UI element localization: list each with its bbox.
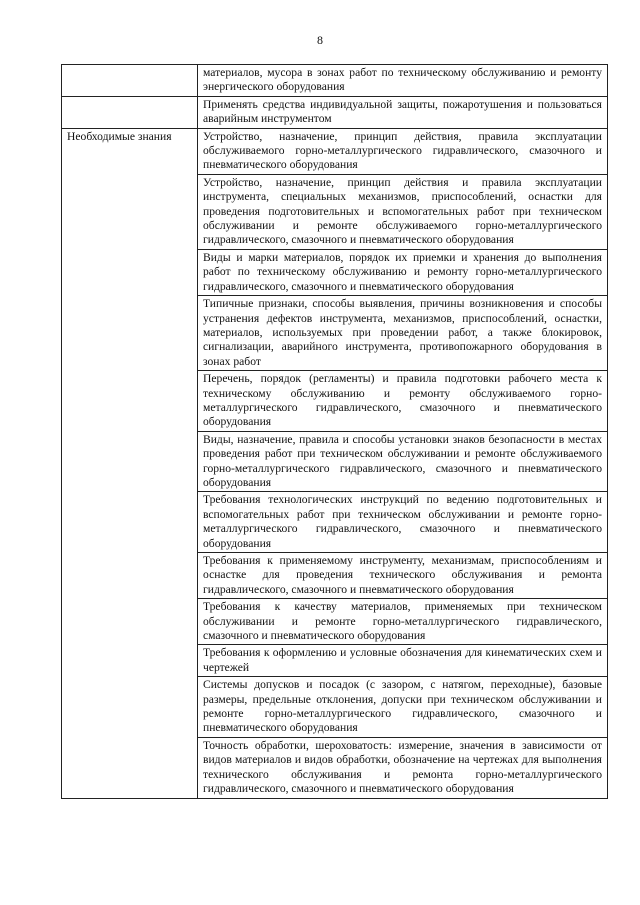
row-label-empty: [62, 96, 198, 128]
table-row: [62, 65, 608, 97]
table-cell: Требования технологических инструкций по ведению подготовительных и вспомогательных работ при техническом обслуживании и ремонте горно-металлургического гидравлического, смазочного и пневматического оборудования: [198, 492, 608, 553]
table-row: [62, 128, 608, 174]
knowledge-table: [61, 64, 608, 799]
table-cell: Точность обработки, шероховатость: измерение, значения в зависимости от видов материалов и видов обработки, обозначение на чертежах для выполнения технического обслуживания и ремонта горно-металлургического гидравлического, смазочного и пневматического оборудования: [198, 737, 608, 798]
table-cell: Системы допусков и посадок (с зазором, с натягом, переходные), базовые размеры, предельные отклонения, допуски при техническом обслуживании и ремонте горно-металлургического гидравлического, смазочного и пневматического оборудования: [198, 677, 608, 738]
table-cell: Виды и марки материалов, порядок их приемки и хранения до выполнения работ по техническому обслуживанию и ремонту горно-металлургического гидравлического, смазочного и пневматического оборудования: [198, 249, 608, 295]
table-cell: Типичные признаки, способы выявления, причины возникновения и способы устранения дефектов инструмента, механизмов, приспособлений, оснастки, материалов, используемых при проведении работ, а также блокировок, сигнализации, аварийного инструмента, противопожарного оборудования в зонах работ: [198, 296, 608, 371]
table-cell: Виды, назначение, правила и способы установки знаков безопасности в местах проведения работ при техническом обслуживании и ремонте обслуживаемого горно-металлургического гидравлического, смазочного и пневматического оборудования: [198, 431, 608, 492]
table-cell: Требования к качеству материалов, применяемых при техническом обслуживании и ремонте горно-металлургического гидравлического, смазочного и пневматического оборудования: [198, 599, 608, 645]
table-cell: Устройство, назначение, принцип действия и правила эксплуатации инструмента, специальных механизмов, приспособлений, оснастки для проведения подготовительных и вспомогательных работ при техническом обслуживании и ремонте обслуживаемого горно-металлургического гидравлического, смазочного и пневматического оборудования: [198, 174, 608, 249]
page-number: 8: [317, 33, 323, 47]
table-cell: Требования к оформлению и условные обозначения для кинематических схем и чертежей: [198, 645, 608, 677]
section-label: Необходимые знания: [62, 128, 198, 798]
table-body: [62, 65, 608, 799]
row-label-empty: [62, 65, 198, 97]
table-row: [62, 96, 608, 128]
table-cell: Устройство, назначение, принцип действия, правила эксплуатации обслуживаемого горно-металлургического гидравлического, смазочного и пневматического оборудования: [198, 128, 608, 174]
table-cell: материалов, мусора в зонах работ по техническому обслуживанию и ремонту энергического оборудования: [198, 65, 608, 97]
table-cell: Перечень, порядок (регламенты) и правила подготовки рабочего места к техническому обслуживанию и ремонту обслуживаемого горно-металлургического гидравлического, смазочного и пневматического оборудования: [198, 371, 608, 432]
table-cell: Применять средства индивидуальной защиты, пожаротушения и пользоваться аварийным инструментом: [198, 96, 608, 128]
table-cell: Требования к применяемому инструменту, механизмам, приспособлениям и оснастке для проведения технического обслуживания и ремонта гидравлического, смазочного и пневматического оборудования: [198, 553, 608, 599]
